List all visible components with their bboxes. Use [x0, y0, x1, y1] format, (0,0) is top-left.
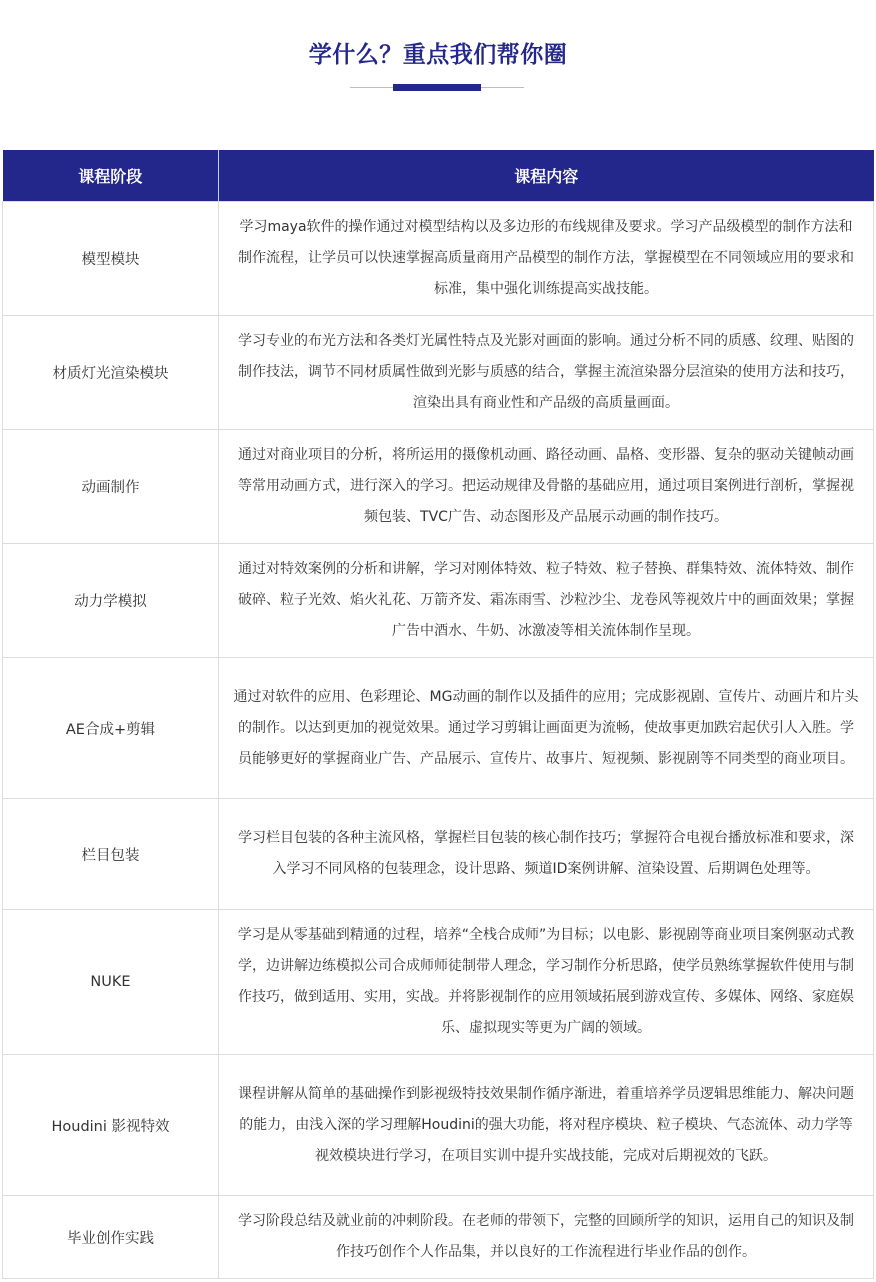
column-header-stage: 课程阶段	[3, 150, 219, 202]
page-title: 学什么？重点我们帮你圈	[308, 42, 568, 68]
course-stage-cell: 动画制作	[3, 430, 219, 544]
course-stage-cell: Houdini 影视特效	[3, 1055, 219, 1196]
section-header	[0, 0, 876, 120]
course-content-cell: 学习阶段总结及就业前的冲刺阶段。在老师的带领下，完整的回顾所学的知识，运用自己的知识及制作技巧创作个人作品集，并以良好的工作流程进行毕业作品的创作。	[219, 1196, 874, 1279]
course-content-cell: 学习maya软件的操作通过对模型结构以及多边形的布线规律及要求。学习产品级模型的制作方法和制作流程，让学员可以快速掌握高质量商用产品模型的制作方法，掌握模型在不同领域应用的要求和标准，集中强化训练提高实战技能。	[219, 202, 874, 316]
column-header-content: 课程内容	[219, 150, 874, 202]
course-content-cell: 课程讲解从简单的基础操作到影视级特技效果制作循序渐进，着重培养学员逻辑思维能力、解决问题的能力，由浅入深的学习理解Houdini的强大功能，将对程序模块、粒子模块、气态流体、动力学等视效模块进行学习，在项目实训中提升实战技能，完成对后期视效的飞跃。	[219, 1055, 874, 1196]
course-stage-cell: 毕业创作实践	[3, 1196, 219, 1279]
table-row	[3, 1055, 874, 1196]
table-row	[3, 316, 874, 430]
course-content-cell: 通过对商业项目的分析，将所运用的摄像机动画、路径动画、晶格、变形器、复杂的驱动关键帧动画等常用动画方式，进行深入的学习。把运动规律及骨骼的基础应用，通过项目案例进行剖析，掌握视频包装、TVC广告、动态图形及产品展示动画的制作技巧。	[219, 430, 874, 544]
course-stage-cell: NUKE	[3, 910, 219, 1055]
table-row	[3, 544, 874, 658]
course-content-cell: 通过对特效案例的分析和讲解，学习对刚体特效、粒子特效、粒子替换、群集特效、流体特效、制作破碎、粒子光效、焰火礼花、万箭齐发、霜冻雨雪、沙粒沙尘、龙卷风等视效片中的画面效果；掌握广告中酒水、牛奶、冰激凌等相关流体制作呈现。	[219, 544, 874, 658]
table-row	[3, 202, 874, 316]
course-stage-cell: 材质灯光渲染模块	[3, 316, 219, 430]
course-stage-cell: 栏目包装	[3, 799, 219, 910]
table-row	[3, 658, 874, 799]
course-content-cell: 通过对软件的应用、色彩理论、MG动画的制作以及插件的应用；完成影视剧、宣传片、动画片和片头的制作。以达到更加的视觉效果。通过学习剪辑让画面更为流畅，使故事更加跌宕起伏引人入胜。学员能够更好的掌握商业广告、产品展示、宣传片、故事片、短视频、影视剧等不同类型的商业项目。	[219, 658, 874, 799]
course-content-cell: 学习栏目包装的各种主流风格，掌握栏目包装的核心制作技巧；掌握符合电视台播放标准和要求，深入学习不同风格的包装理念，设计思路、频道ID案例讲解、渲染设置、后期调色处理等。	[219, 799, 874, 910]
course-stage-cell: 动力学模拟	[3, 544, 219, 658]
table-row	[3, 799, 874, 910]
course-table	[2, 150, 874, 1279]
table-header-row	[3, 150, 874, 202]
course-stage-cell: 模型模块	[3, 202, 219, 316]
table-row	[3, 910, 874, 1055]
course-content-cell: 学习专业的布光方法和各类灯光属性特点及光影对画面的影响。通过分析不同的质感、纹理、贴图的制作技法，调节不同材质属性做到光影与质感的结合，掌握主流渲染器分层渲染的使用方法和技巧，渲染出具有商业性和产品级的高质量画面。	[219, 316, 874, 430]
title-accent-bar	[393, 84, 481, 91]
table-row	[3, 430, 874, 544]
course-content-cell: 学习是从零基础到精通的过程，培养“全栈合成师”为目标；以电影、影视剧等商业项目案例驱动式教学，边讲解边练模拟公司合成师师徒制带人理念，学习制作分析思路，使学员熟练掌握软件使用与制作技巧，做到适用、实用，实战。并将影视制作的应用领域拓展到游戏宣传、多媒体、网络、家庭娱乐、虚拟现实等更为广阔的领域。	[219, 910, 874, 1055]
course-stage-cell: AE合成+剪辑	[3, 658, 219, 799]
table-row	[3, 1196, 874, 1279]
